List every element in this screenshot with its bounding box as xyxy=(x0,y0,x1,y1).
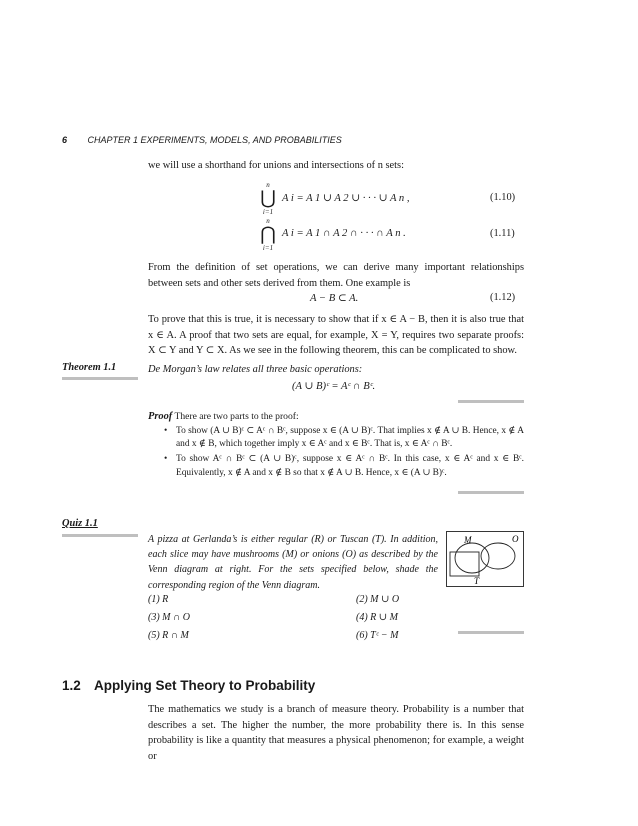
quiz-item: (4) R ∪ M xyxy=(356,612,398,623)
proof-item-text: To show Aᶜ ∩ Bᶜ ⊂ (A ∪ B)ᶜ, suppose x ∈ Aᶜ ∩ Bᶜ. In this case, x ∈ Aᶜ and x ∈ Bᶜ. Equivalently, x ∉ A and x ∉ B so that x ∉ A ∪ B. Hence, x ∈ (A ∪ B)ᶜ. xyxy=(176,454,524,478)
proof-item xyxy=(164,425,524,451)
equation-number-1-10: (1.10) xyxy=(490,192,516,203)
intro-line: we will use a shorthand for unions and intersections of n sets: xyxy=(148,160,404,171)
quiz-item: (2) M ∪ O xyxy=(356,594,400,605)
union-operator xyxy=(258,181,278,216)
quiz-label-rule xyxy=(62,534,138,537)
section-body: The mathematics we study is a branch of measure theory. Probability is a number that describes a set. The higher the number, the more probability there is. In this sense probability is like a quantity that measures a physical phenomenon; for example, a weight or xyxy=(148,704,524,762)
proof-intro: There are two parts to the proof: xyxy=(174,411,299,422)
theorem-label-rule xyxy=(62,377,138,380)
theorem-statement: De Morgan’s law relates all three basic operations: xyxy=(148,364,363,375)
venn-label-t: T xyxy=(474,576,480,586)
venn-diagram xyxy=(446,531,524,587)
paragraph-relationships: From the definition of set operations, we can derive many important relationships between sets and other sets derived from them. One example is xyxy=(148,262,524,289)
theorem-end-rule xyxy=(458,400,524,403)
section-number: 1.2 xyxy=(62,678,81,693)
theorem-label: Theorem 1.1 xyxy=(62,362,117,373)
page-number: 6 xyxy=(62,135,68,145)
quiz-item: (5) R ∩ M xyxy=(148,630,189,641)
equation-number-1-11: (1.11) xyxy=(490,228,515,239)
equation-intersection-body: A i = A 1 ∩ A 2 ∩ · · · ∩ A n . xyxy=(282,228,406,239)
union-lower-limit: i=1 xyxy=(262,208,274,216)
equation-union-body: A i = A 1 ∪ A 2 ∪ · · · ∪ A n , xyxy=(282,193,410,204)
running-title: CHAPTER 1 EXPERIMENTS, MODELS, AND PROBABILITIES xyxy=(87,135,342,145)
union-symbol: ⋃ xyxy=(260,188,276,209)
page-header xyxy=(62,135,342,145)
proof-label: Proof xyxy=(148,411,173,422)
venn-circle-o xyxy=(481,543,515,569)
proof-list xyxy=(164,425,524,480)
bullet-icon: • xyxy=(164,454,168,465)
section-title: Applying Set Theory to Probability xyxy=(94,678,316,693)
venn-label-m: M xyxy=(464,535,472,545)
quiz-item: (1) R xyxy=(148,594,169,605)
intersection-operator xyxy=(258,217,278,252)
bullet-icon: • xyxy=(164,426,168,436)
quiz-item: (6) Tᶜ − M xyxy=(356,630,399,641)
quiz-label: Quiz 1.1 xyxy=(62,518,98,529)
proof-item-text: To show (A ∪ B)ᶜ ⊂ Aᶜ ∩ Bᶜ, suppose x ∈ (A ∪ B)ᶜ. That implies x ∉ A ∪ B. Hence, x ∉ A and x ∉ B, which together imply x ∈ Aᶜ and x ∈ Bᶜ. That is, x ∈ Aᶜ ∩ Bᶜ. xyxy=(176,426,524,450)
section-heading xyxy=(62,678,315,693)
equation-subset-body: A − B ⊂ A. xyxy=(310,293,359,304)
theorem-equation: (A ∪ B)ᶜ = Aᶜ ∩ Bᶜ. xyxy=(292,381,376,392)
quiz-text: A pizza at Gerlanda’s is either regular (R) or Tuscan (T). In addition, each slice may have mushrooms (M) or onions (O) as described by the Venn diagram at right. For the sets specified below, shade the corresponding region of the Venn diagram. xyxy=(148,534,438,591)
intersection-symbol: ⋂ xyxy=(260,224,276,245)
union-upper-limit: n xyxy=(266,181,270,189)
proof-end-rule xyxy=(458,491,524,494)
intersection-upper-limit: n xyxy=(266,217,270,225)
venn-circle-m xyxy=(455,543,489,573)
venn-label-o: O xyxy=(512,534,519,544)
proof-item xyxy=(164,453,524,479)
quiz-end-rule xyxy=(458,631,524,634)
quiz-item: (3) M ∩ O xyxy=(148,612,190,623)
intersection-lower-limit: i=1 xyxy=(262,244,274,252)
paragraph-prove: To prove that this is true, it is necessary to show that if x ∈ A − B, then it is also true that x ∈ A. A proof that two sets are equal, for example, X = Y, requires two separate proofs: X ⊂ Y and Y ⊂ X. As we see in the following theorem, this can be complicated to show. xyxy=(148,314,524,357)
proof-intro-line xyxy=(148,410,524,424)
equation-number-1-12: (1.12) xyxy=(490,292,516,303)
